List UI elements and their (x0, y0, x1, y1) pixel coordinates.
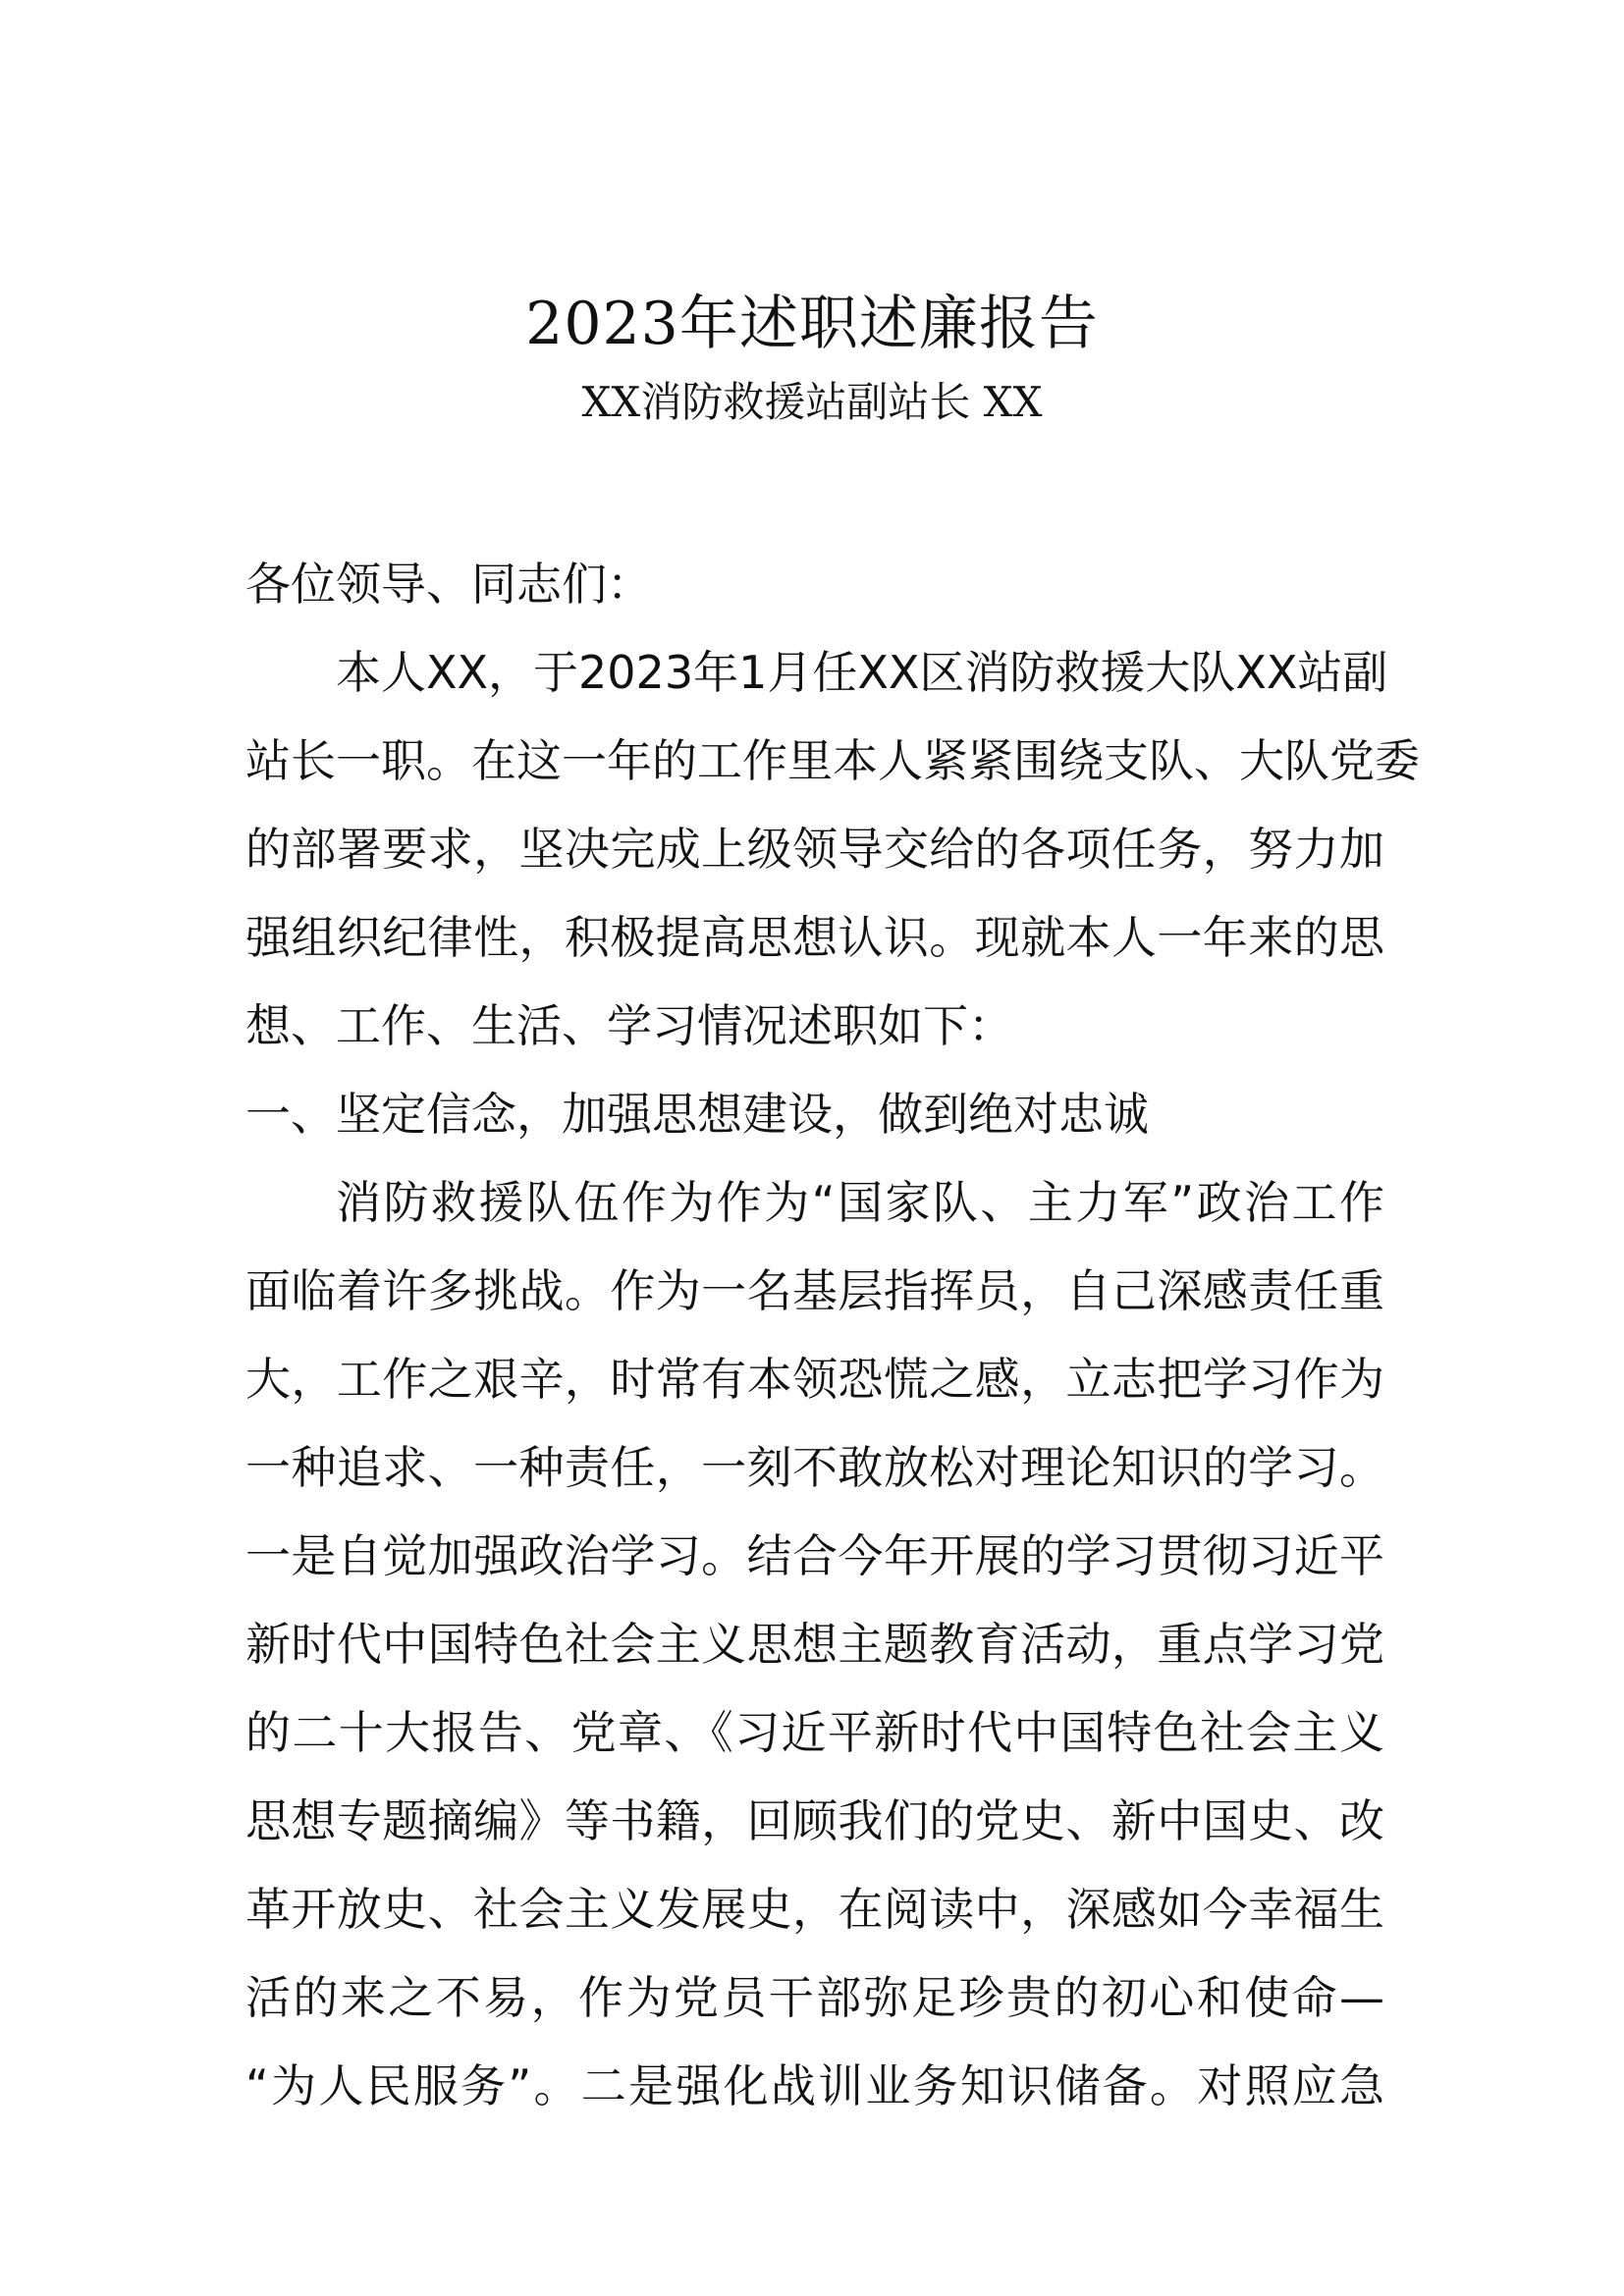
body-line: 消防救援队伍作为作为“国家队、主力军”政治工作 (336, 1176, 1384, 1229)
section-heading: 一、坚定信念，加强思想建设，做到绝对忠诚 (245, 1088, 1149, 1141)
body-line: 面临着许多挑战。作为一名基层指挥员，自己深感责任重 (245, 1264, 1384, 1317)
body-line: 思想专题摘编》等书籍，回顾我们的党史、新中国史、改 (245, 1794, 1384, 1847)
body-line: 的二十大报告、党章、《习近平新时代中国特色社会主义 (245, 1706, 1384, 1759)
body-line: 革开放史、社会主义发展史，在阅读中，深感如今幸福生 (245, 1883, 1384, 1936)
salutation: 各位领导、同志们： (245, 558, 652, 611)
body-line: 活的来之不易，作为党员干部弥足珍贵的初心和使命— (245, 1971, 1384, 2024)
report-body (245, 540, 1420, 2130)
body-line: 站长一职。在这一年的工作里本人紧紧围绕支队、大队党委 (245, 734, 1420, 787)
body-line: 想、工作、生活、学习情况述职如下： (245, 999, 1013, 1052)
body-line: 一是自觉加强政治学习。结合今年开展的学习贯彻习近平 (245, 1529, 1384, 1582)
body-line: “为人民服务”。二是强化战训业务知识储备。对照应急 (245, 2059, 1384, 2112)
body-line: 大，工作之艰辛，时常有本领恐慌之感，立志把学习作为 (245, 1353, 1384, 1406)
body-line: 新时代中国特色社会主义思想主题教育活动，重点学习党 (245, 1618, 1384, 1671)
report-subtitle: XX消防救援站副站长 XX (581, 378, 1043, 426)
body-line: 强组织纪律性，积极提高思想认识。现就本人一年来的思 (245, 911, 1384, 964)
body-line: 的部署要求，坚决完成上级领导交给的各项任务，努力加 (245, 823, 1384, 876)
body-line: 一种追求、一种责任，一刻不敢放松对理论知识的学习。 (245, 1441, 1384, 1494)
body-line: 本人XX，于2023年1月任XX区消防救援大队XX站副 (336, 646, 1388, 699)
report-title: 2023年述职述廉报告 (525, 290, 1099, 358)
